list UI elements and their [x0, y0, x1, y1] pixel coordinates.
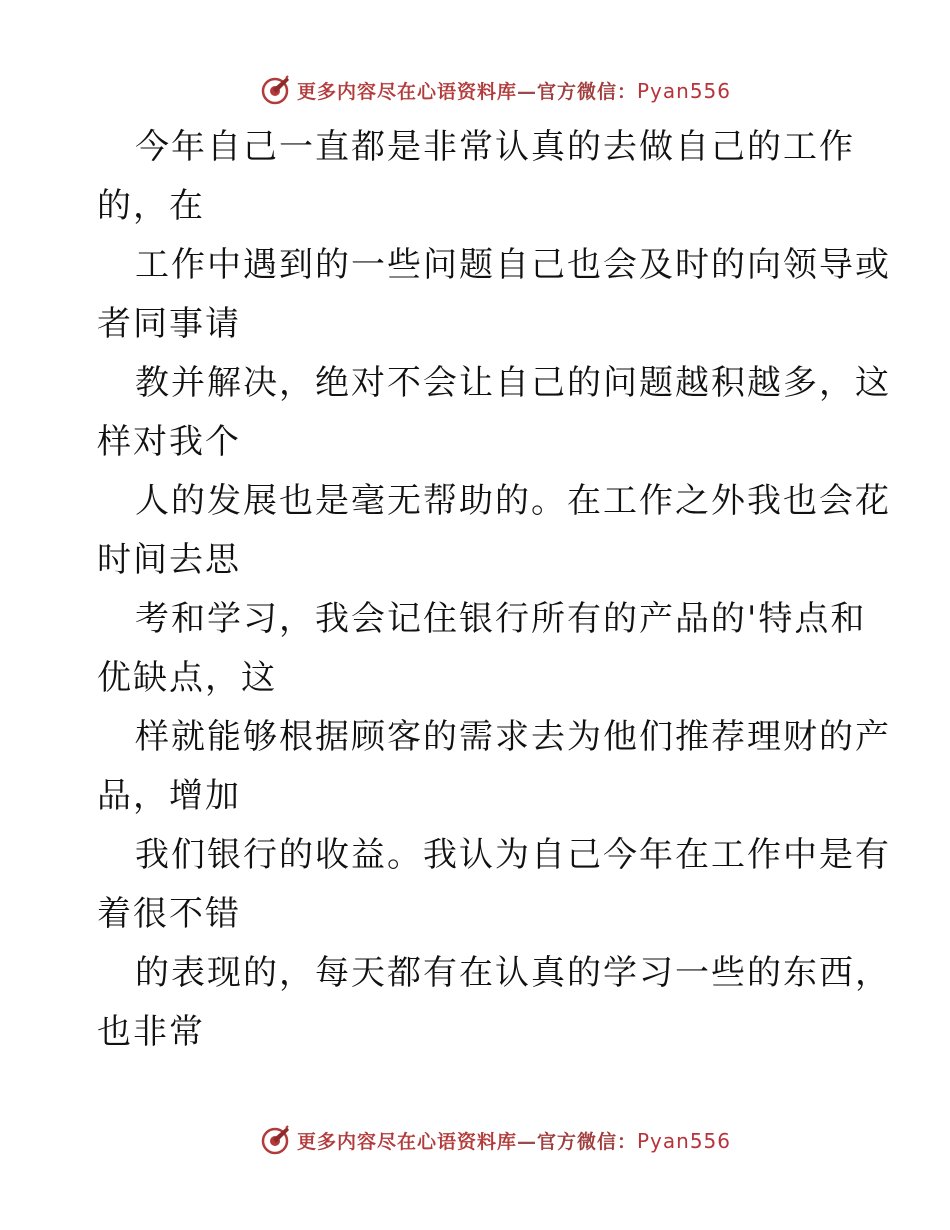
text-line: 考和学习，我会记住银行所有的产品的'特点和	[135, 599, 867, 639]
pen-circle-logo-icon	[259, 74, 291, 106]
text-line: 的，在	[97, 186, 205, 226]
text-line: 今年自己一直都是非常认真的去做自己的工作	[135, 127, 855, 167]
footer-wechat-handle: Pyan556	[637, 1128, 732, 1153]
document-body	[97, 118, 891, 1062]
text-line: 者同事请	[97, 304, 241, 344]
text-line: 优缺点，这	[97, 658, 277, 698]
text-line: 教并解决，绝对不会让自己的问题越积越多，这	[135, 363, 891, 403]
text-line: 人的发展也是毫无帮助的。在工作之外我也会花	[135, 481, 891, 521]
header-banner	[0, 70, 950, 110]
footer-banner-text	[297, 1127, 731, 1154]
footer-separator: —	[516, 1130, 537, 1153]
footer-wechat-label: 官方微信：	[536, 1130, 637, 1153]
footer-site-name: 更多内容尽在心语资料库	[296, 1130, 517, 1153]
text-line: 的表现的，每天都有在认真的学习一些的东西，	[135, 953, 891, 993]
footer-banner-content	[259, 1124, 731, 1156]
text-line: 着很不错	[97, 894, 241, 934]
text-line: 也非常	[97, 1012, 205, 1052]
header-wechat-handle: Pyan556	[637, 78, 732, 103]
text-line: 工作中遇到的一些问题自己也会及时的向领导或	[135, 245, 891, 285]
text-line: 样对我个	[97, 422, 241, 462]
header-site-name: 更多内容尽在心语资料库	[296, 80, 517, 103]
footer-banner	[0, 1120, 950, 1160]
text-line: 我们银行的收益。我认为自己今年在工作中是有	[135, 835, 891, 875]
header-banner-content	[259, 74, 731, 106]
text-line: 品，增加	[97, 776, 241, 816]
text-line: 时间去思	[97, 540, 241, 580]
header-separator: —	[516, 80, 537, 103]
text-line: 样就能够根据顾客的需求去为他们推荐理财的产	[135, 717, 891, 757]
header-banner-text	[297, 77, 731, 104]
pen-circle-logo-icon	[259, 1124, 291, 1156]
header-wechat-label: 官方微信：	[536, 80, 637, 103]
